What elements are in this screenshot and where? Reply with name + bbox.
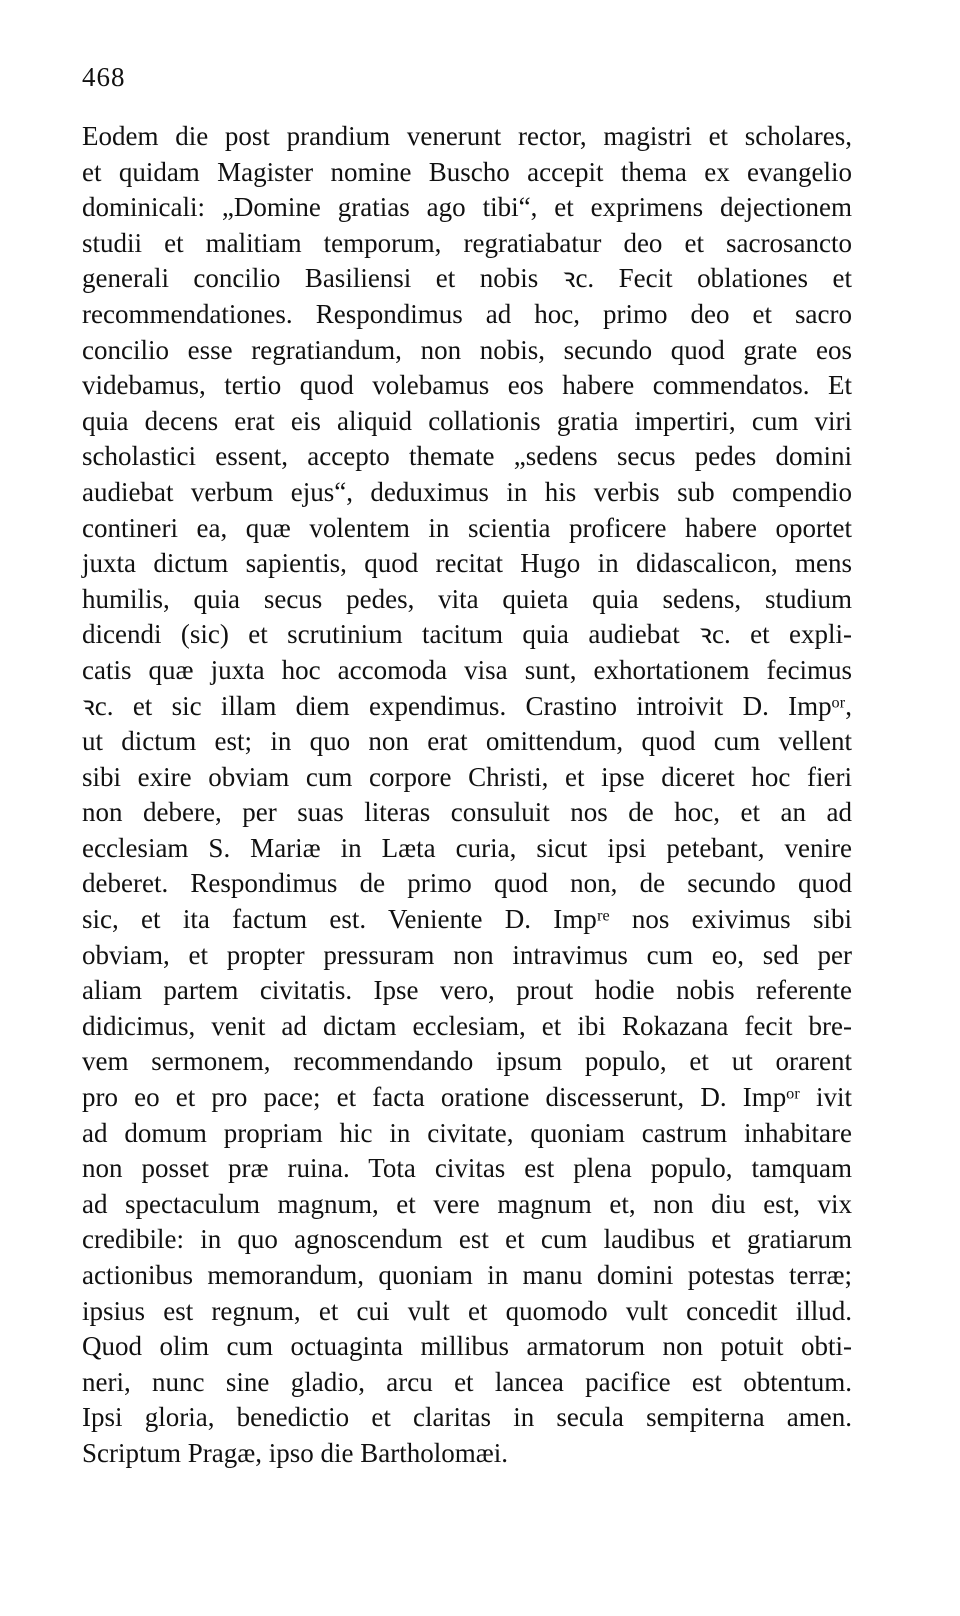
text-line: sic, et ita factum est. Veniente D. Impʳᵉ nos exivimus sibi (82, 904, 852, 935)
text-line: studii et malitiam temporum, regratiabatur deo et sacrosancto (82, 227, 852, 258)
text-line: ꝛc. et sic illam diem expendimus. Crastino introivit D. Impᵒʳ, (82, 690, 852, 721)
text-line: pro eo et pro pace; et facta oratione discesserunt, D. Impᵒʳ ivit (82, 1082, 852, 1113)
text-line: non debere, per suas literas consuluit nos de hoc, et an ad (82, 797, 852, 828)
text-line: et quidam Magister nomine Buscho accepit thema ex evangelio (82, 156, 852, 187)
text-line: didicimus, venit ad dictam ecclesiam, et ibi Rokazana fecit bre- (82, 1010, 852, 1041)
text-line: catis quæ juxta hoc accomoda visa sunt, exhortationem fecimus (82, 654, 852, 685)
text-line: Scriptum Pragæ, ipso die Bartholomæi. (82, 1437, 508, 1468)
text-line: humilis, quia secus pedes, vita quieta quia sedens, studium (82, 583, 852, 614)
text-line: contineri ea, quæ volentem in scientia proficere habere oportet (82, 512, 852, 543)
text-line: quia decens erat eis aliquid collationis gratia impertiri, cum viri (82, 405, 852, 436)
body-text (82, 119, 852, 1472)
text-line: aliam partem civitatis. Ipse vero, prout hodie nobis referente (82, 975, 852, 1006)
text-line: juxta dictum sapientis, quod recitat Hugo in didascalicon, mens (82, 548, 852, 579)
text-line: audiebat verbum ejus“, deduximus in his verbis sub compendio (82, 476, 852, 507)
text-line: credibile: in quo agnoscendum est et cum laudibus et gratiarum (82, 1224, 852, 1255)
text-line: actionibus memorandum, quoniam in manu domini potestas terræ; (82, 1260, 852, 1290)
text-line: Quod olim cum octuaginta millibus armatorum non potuit obti- (82, 1331, 852, 1362)
text-line: videbamus, tertio quod volebamus eos habere commendatos. Et (82, 370, 852, 401)
text-line: dicendi (sic) et scrutinium tacitum quia audiebat ꝛc. et expli- (82, 619, 852, 650)
text-line: obviam, et propter pressuram non intravimus cum eo, sed per (82, 939, 852, 970)
text-line: ad spectaculum magnum, et vere magnum et, non diu est, vix (82, 1188, 852, 1219)
text-line: vem sermonem, recommendando ipsum populo, et ut orarent (82, 1046, 852, 1077)
text-line: dominicali: „Domine gratias ago tibi“, et exprimens dejectionem (82, 192, 852, 223)
text-line: ut dictum est; in quo non erat omittendum, quod cum vellent (82, 726, 852, 757)
text-line: sibi exire obviam cum corpore Christi, et ipse diceret hoc fieri (82, 761, 852, 792)
text-line: generali concilio Basiliensi et nobis ꝛc. Fecit oblationes et (82, 263, 852, 294)
page-number: 468 (82, 62, 126, 92)
text-line: deberet. Respondimus de primo quod non, de secundo quod (82, 868, 852, 899)
text-line: non posset præ ruina. Tota civitas est plena populo, tamquam (82, 1153, 852, 1184)
text-line: ad domum propriam hic in civitate, quoniam castrum inhabitare (82, 1117, 852, 1148)
text-line: ipsius est regnum, et cui vult et quomodo vult concedit illud. (82, 1295, 852, 1326)
text-line: ecclesiam S. Mariæ in Læta curia, sicut ipsi petebant, venire (82, 832, 852, 863)
text-line: recommendationes. Respondimus ad hoc, primo deo et sacro (82, 298, 852, 329)
text-line: Ipsi gloria, benedictio et claritas in secula sempiterna amen. (82, 1402, 852, 1433)
text-line: scholastici essent, accepto themate „sedens secus pedes domini (82, 441, 852, 472)
text-line: concilio esse regratiandum, non nobis, secundo quod grate eos (82, 334, 852, 365)
text-line: Eodem die post prandium venerunt rector, magistri et scholares, (82, 121, 852, 151)
text-line: neri, nunc sine gladio, arcu et lancea pacifice est obtentum. (82, 1366, 852, 1397)
